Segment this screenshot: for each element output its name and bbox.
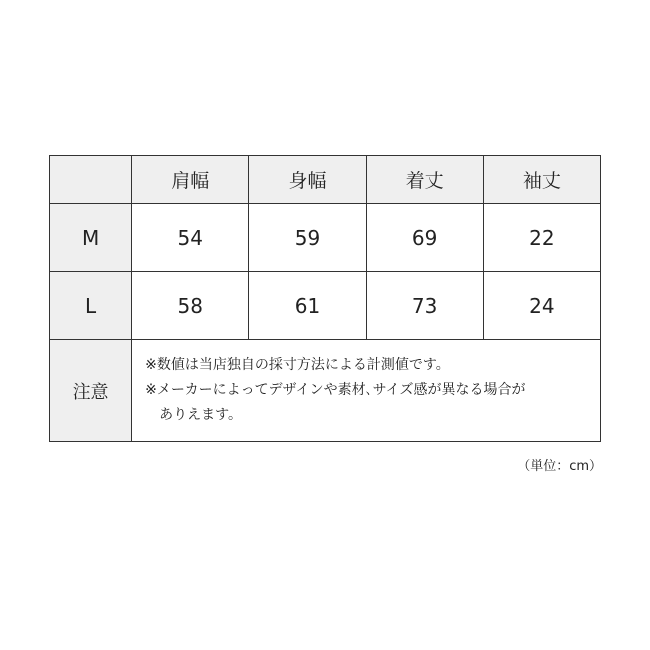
note-line: ありえます。 <box>159 407 243 423</box>
table-cell: 54 <box>132 204 249 272</box>
table-row <box>50 204 601 272</box>
corner-cell <box>50 156 132 204</box>
header-length: 着丈 <box>366 156 483 204</box>
note-line: ※数値は当店独自の採寸方法による計測値です。 <box>145 357 450 373</box>
table-cell: 58 <box>132 272 249 340</box>
note-label: 注意 <box>50 340 132 442</box>
note-row <box>50 340 601 442</box>
header-sleeve-length: 袖丈 <box>483 156 600 204</box>
size-label: L <box>50 272 132 340</box>
table-cell: 69 <box>366 204 483 272</box>
header-row <box>50 156 601 204</box>
header-body-width: 身幅 <box>249 156 366 204</box>
unit-label: （単位：cm） <box>517 459 602 474</box>
table-cell: 22 <box>483 204 600 272</box>
table-row <box>50 272 601 340</box>
table-cell: 24 <box>483 272 600 340</box>
table-cell: 59 <box>249 204 366 272</box>
note-text <box>132 340 601 442</box>
table-cell: 61 <box>249 272 366 340</box>
size-label: M <box>50 204 132 272</box>
table-cell: 73 <box>366 272 483 340</box>
note-line: ※メーカーによってデザインや素材､サイズ感が異なる場合が <box>145 382 526 398</box>
header-shoulder-width: 肩幅 <box>132 156 249 204</box>
size-table <box>49 155 601 442</box>
